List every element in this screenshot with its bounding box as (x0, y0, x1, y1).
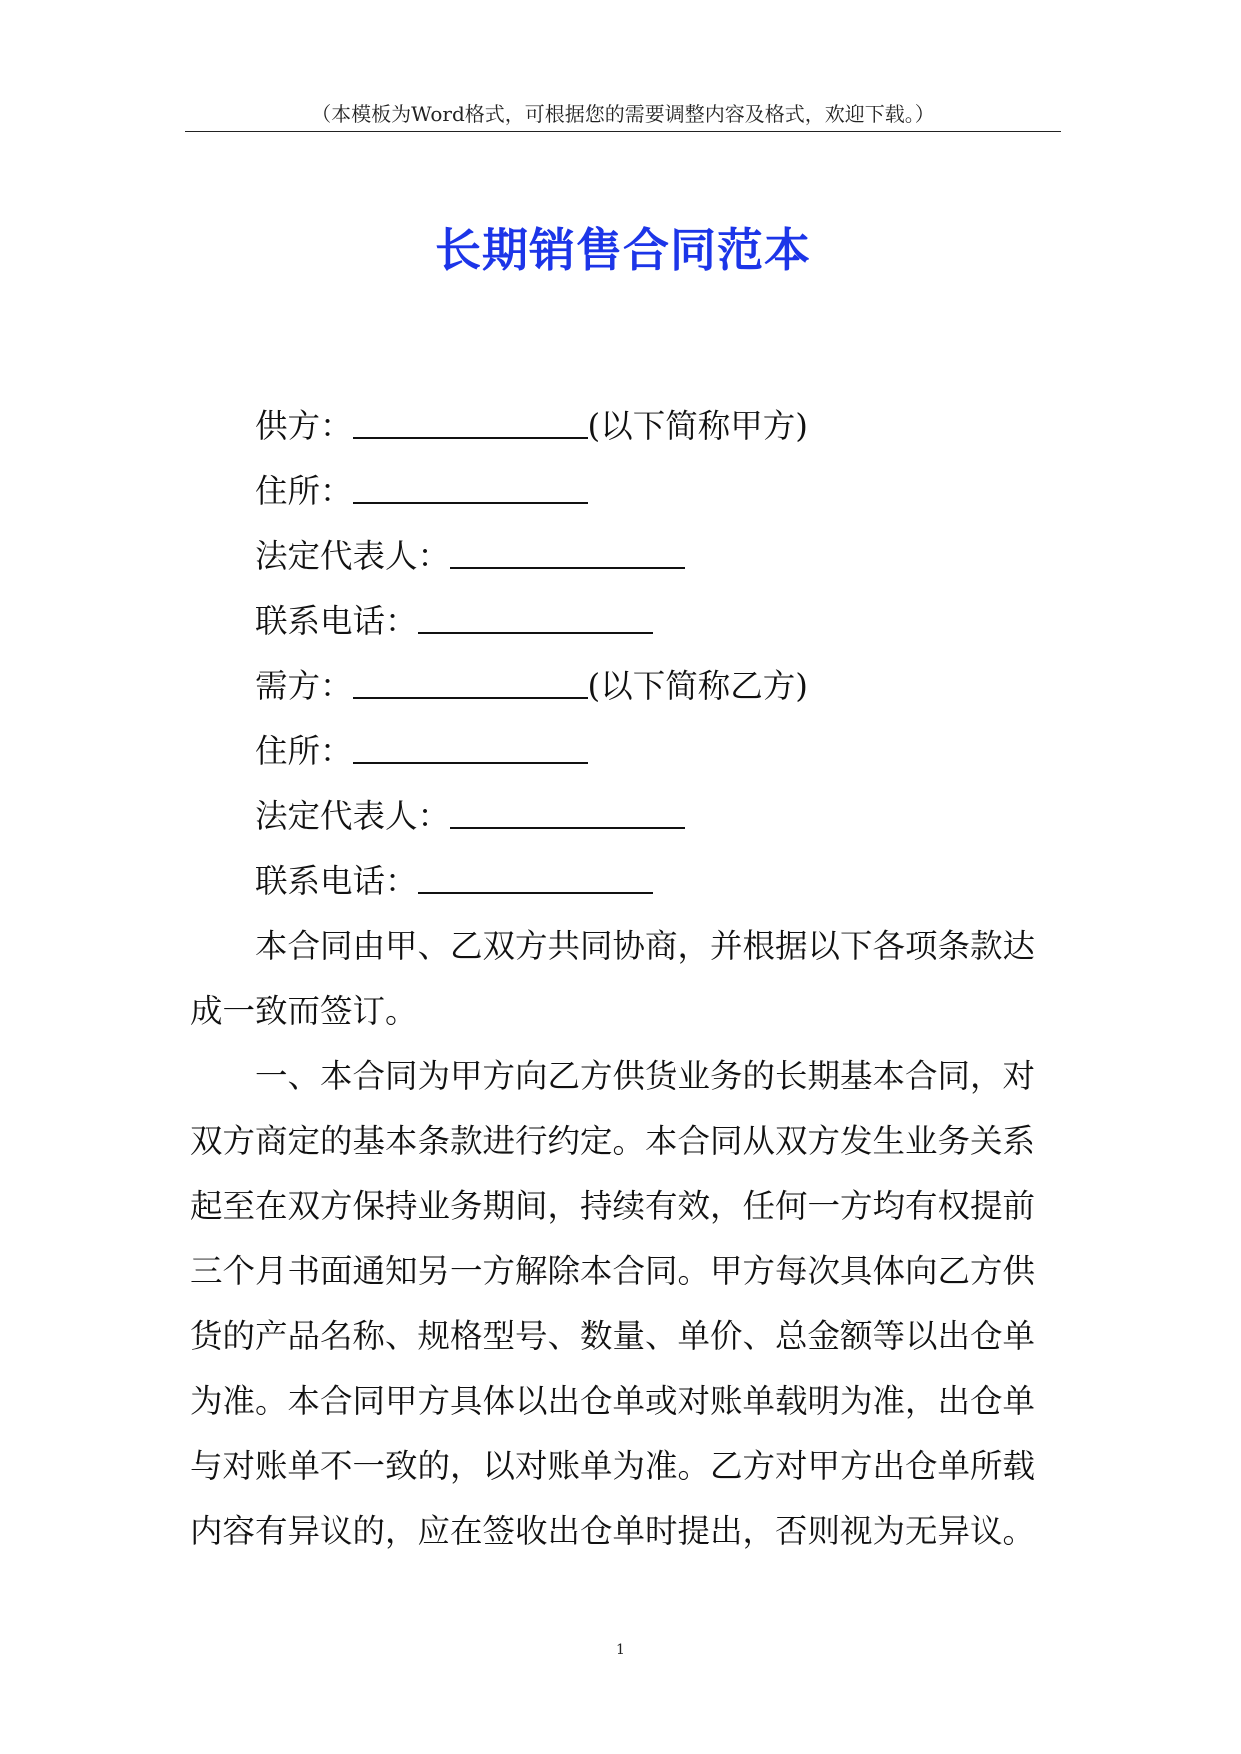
intro-line: 本合同由甲、乙双方共同协商，并根据以下各项条款达 (255, 927, 1036, 965)
buyer-address-label: 住所： (255, 732, 353, 770)
supplier-address-label: 住所： (255, 472, 353, 510)
clause-1-line: 内容有异议的，应在签收出仓单时提出，否则视为无异议。 (190, 1512, 1036, 1550)
clause-1-line: 一、本合同为甲方向乙方供货业务的长期基本合同，对 (255, 1057, 1036, 1095)
clause-1-line: 与对账单不一致的，以对账单为准。乙方对甲方出仓单所载 (190, 1447, 1036, 1485)
supplier-suffix: (以下简称甲方) (587, 407, 808, 445)
supplier-rep-line (190, 524, 1070, 589)
contract-body (190, 394, 1070, 1564)
supplier-rep-blank (450, 537, 685, 568)
buyer-phone-label: 联系电话： (255, 862, 418, 900)
clause-1-line: 三个月书面通知另一方解除本合同。甲方每次具体向乙方供 (190, 1252, 1036, 1290)
supplier-phone-blank (418, 602, 653, 633)
buyer-address-line (190, 719, 1070, 784)
intro-paragraph (190, 914, 1070, 1044)
document-title: 长期销售合同范本 (435, 223, 811, 277)
page-number: 1 (616, 1642, 625, 1658)
clause-1-line: 起至在双方保持业务期间，持续有效，任何一方均有权提前 (190, 1187, 1036, 1225)
buyer-label: 需方： (255, 667, 353, 705)
clause-1-line: 为准。本合同甲方具体以出仓单或对账单载明为准，出仓单 (190, 1382, 1036, 1420)
buyer-rep-blank (450, 797, 685, 828)
supplier-address-line (190, 459, 1070, 524)
buyer-line (190, 654, 1070, 719)
supplier-line (190, 394, 1070, 459)
header-divider (185, 131, 1061, 132)
template-note: （本模板为Word格式，可根据您的需要调整内容及格式，欢迎下载。） (311, 102, 935, 126)
clause-1-line: 双方商定的基本条款进行约定。本合同从双方发生业务关系 (190, 1122, 1036, 1160)
intro-line: 成一致而签订。 (190, 992, 418, 1030)
buyer-blank (353, 667, 588, 698)
supplier-address-blank (353, 472, 588, 503)
buyer-phone-line (190, 849, 1070, 914)
buyer-address-blank (353, 732, 588, 763)
supplier-blank (353, 407, 588, 438)
supplier-label: 供方： (255, 407, 353, 445)
buyer-phone-blank (418, 862, 653, 893)
buyer-suffix: (以下简称乙方) (587, 667, 808, 705)
clause-1-paragraph (190, 1044, 1070, 1564)
supplier-rep-label: 法定代表人： (255, 537, 451, 575)
supplier-phone-label: 联系电话： (255, 602, 418, 640)
supplier-phone-line (190, 589, 1070, 654)
buyer-rep-label: 法定代表人： (255, 797, 451, 835)
clause-1-line: 货的产品名称、规格型号、数量、单价、总金额等以出仓单 (190, 1317, 1036, 1355)
buyer-rep-line (190, 784, 1070, 849)
